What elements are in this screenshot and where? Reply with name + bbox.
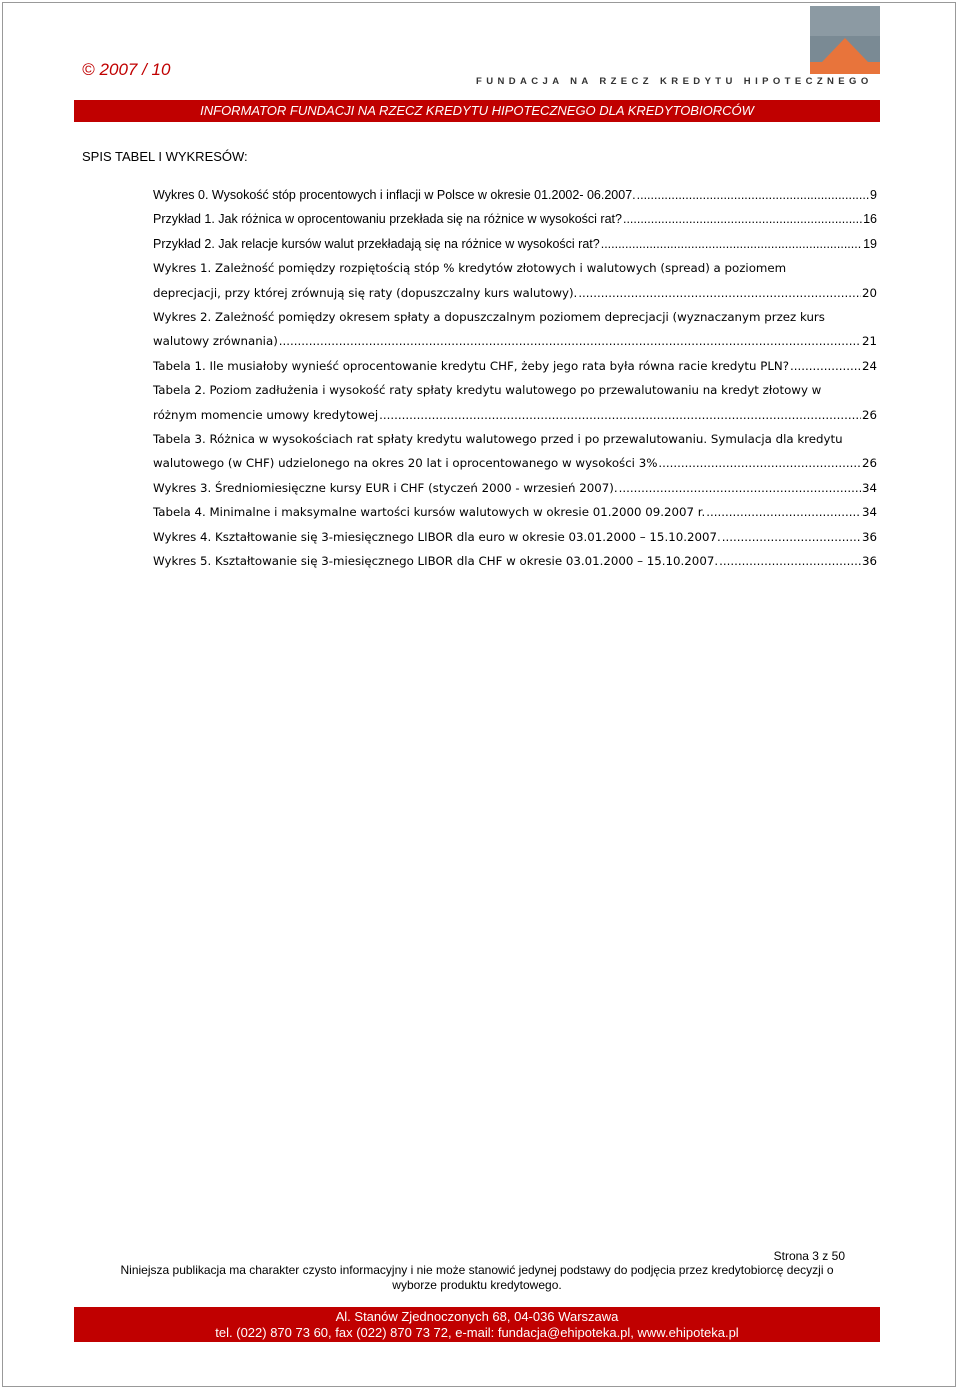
toc-entry-text: Wykres 0. Wysokość stóp procentowych i inflacji w Polsce w okresie 01.2002- 06.2007.: [153, 188, 636, 202]
toc-page-number: 21: [861, 334, 877, 349]
issue-date: [82, 60, 170, 80]
toc-entry-line: [153, 500, 877, 524]
toc-dot-leader: [722, 525, 861, 549]
copyright-icon: ©: [82, 60, 95, 79]
disclaimer-line-1: Niniejsza publikacja ma charakter czysto informacyjny i nie może stanowić jedynej podstawy do podjęcia przez kredytobiorcę decyzji o: [120, 1263, 834, 1277]
toc-entry[interactable]: [153, 232, 877, 256]
toc-entry[interactable]: [153, 549, 877, 573]
toc-dot-leader: [719, 549, 861, 573]
toc-page-number: 20: [861, 285, 877, 300]
toc-dot-leader: [601, 232, 862, 256]
toc-entry-line: [153, 354, 877, 378]
toc-entry-text: walutowy zrównania): [153, 334, 278, 349]
toc-dot-leader: [658, 451, 861, 475]
toc-page-number: 34: [861, 505, 877, 520]
toc-dot-leader: [637, 183, 869, 207]
disclaimer-line-2: wyborze produktu kredytowego.: [392, 1278, 562, 1292]
toc-entry[interactable]: [153, 305, 877, 354]
toc-dot-leader: [578, 281, 861, 305]
disclaimer: [74, 1263, 880, 1293]
header-banner: INFORMATOR FUNDACJI NA RZECZ KREDYTU HIPOTECZNEGO DLA KREDYTOBIORCÓW: [74, 100, 880, 122]
toc-entry-line: [153, 183, 877, 207]
toc-page-number: 36: [861, 554, 877, 569]
toc-entry[interactable]: [153, 183, 877, 207]
toc-entry[interactable]: [153, 354, 877, 378]
page-number: Strona 3 z 50: [773, 1249, 845, 1263]
toc-entry-line: [153, 403, 877, 427]
footer-contact: tel. (022) 870 73 60, fax (022) 870 73 72, e-mail: fundacja@ehipoteka.pl, www.ehipoteka.pl: [215, 1325, 739, 1340]
toc-entry[interactable]: [153, 207, 877, 231]
toc-entry-text: Wykres 3. Średniomiesięczne kursy EUR i CHF (styczeń 2000 - wrzesień 2007).: [153, 480, 618, 495]
toc-entry-text: Przykład 2. Jak relacje kursów walut przekładają się na różnice w wysokości rat?: [153, 236, 600, 251]
toc-entry-text: różnym momencie umowy kredytowej: [153, 407, 379, 422]
toc-entry[interactable]: [153, 378, 877, 427]
toc-entry-line: [153, 329, 877, 353]
toc-page-number: 26: [861, 456, 877, 471]
toc-entry-line: Wykres 2. Zależność pomiędzy okresem spłaty a dopuszczalnym poziomem deprecjacji (wyznaczanym przez kurs: [153, 310, 825, 325]
toc-entry-text: Wykres 4. Kształtowanie się 3-miesięcznego LIBOR dla euro w okresie 03.01.2000 – 15.10.2007.: [153, 529, 721, 544]
toc-entry-line: [153, 232, 877, 256]
toc-dot-leader: [706, 500, 861, 524]
toc-title: SPIS TABEL I WYKRESÓW:: [82, 149, 248, 164]
issue-date-text: 2007 / 10: [99, 60, 171, 79]
toc-dot-leader: [379, 403, 861, 427]
toc-entry[interactable]: [153, 256, 877, 305]
toc-entry-text: deprecjacji, przy której zrównują się raty (dopuszczalny kurs walutowy).: [153, 285, 578, 300]
toc-entry-text: Wykres 5. Kształtowanie się 3-miesięcznego LIBOR dla CHF w okresie 03.01.2000 – 15.10.2007.: [153, 554, 719, 569]
toc-page-number: 24: [861, 358, 877, 373]
toc-dot-leader: [619, 476, 861, 500]
toc-entry[interactable]: [153, 476, 877, 500]
toc-page-number: 36: [861, 529, 877, 544]
toc-dot-leader: [279, 329, 861, 353]
toc-page-number: 26: [861, 407, 877, 422]
organization-name: FUNDACJA NA RZECZ KREDYTU HIPOTECZNEGO: [476, 76, 873, 87]
toc-entry-text: Tabela 4. Minimalne i maksymalne wartości kursów walutowych w okresie 01.2000 09.2007 r.: [153, 505, 706, 520]
toc-entry-line: [153, 549, 877, 573]
foundation-logo-icon: [810, 6, 880, 74]
toc-list: [153, 183, 877, 574]
toc-dot-leader: [623, 207, 862, 231]
toc-entry-text: Przykład 1. Jak różnica w oprocentowaniu przekłada się na różnice w wysokości rat?: [153, 212, 622, 227]
toc-entry-line: [153, 476, 877, 500]
footer-address: Al. Stanów Zjednoczonych 68, 04-036 Warszawa: [335, 1309, 619, 1324]
toc-page-number: 9: [870, 188, 877, 202]
toc-entry-line: Wykres 1. Zależność pomiędzy rozpiętością stóp % kredytów złotowych i walutowych (spread) a poziomem: [153, 261, 787, 276]
toc-entry-line: [153, 525, 877, 549]
toc-entry-line: Tabela 2. Poziom zadłużenia i wysokość raty spłaty kredytu walutowego po przewalutowaniu na kredyt złotowy w: [153, 383, 822, 398]
toc-entry-line: [153, 451, 877, 475]
footer-banner: [74, 1307, 880, 1342]
toc-entry-text: walutowego (w CHF) udzielonego na okres 20 lat i oprocentowanego w wysokości 3%: [153, 456, 658, 471]
toc-dot-leader: [790, 354, 861, 378]
toc-entry-line: Tabela 3. Różnica w wysokościach rat spłaty kredytu walutowego przed i po przewalutowaniu. Symulacja dla kredytu: [153, 432, 843, 447]
toc-entry-line: [153, 207, 877, 231]
toc-entry[interactable]: [153, 427, 877, 476]
toc-page-number: 34: [861, 480, 877, 495]
toc-page-number: 19: [863, 236, 877, 251]
toc-entry-line: [153, 281, 877, 305]
toc-entry-text: Tabela 1. Ile musiałoby wynieść oprocentowanie kredytu CHF, żeby jego rata była równa racie kredytu PLN?: [153, 358, 789, 373]
toc-entry[interactable]: [153, 525, 877, 549]
toc-page-number: 16: [863, 212, 877, 227]
toc-entry[interactable]: [153, 500, 877, 524]
